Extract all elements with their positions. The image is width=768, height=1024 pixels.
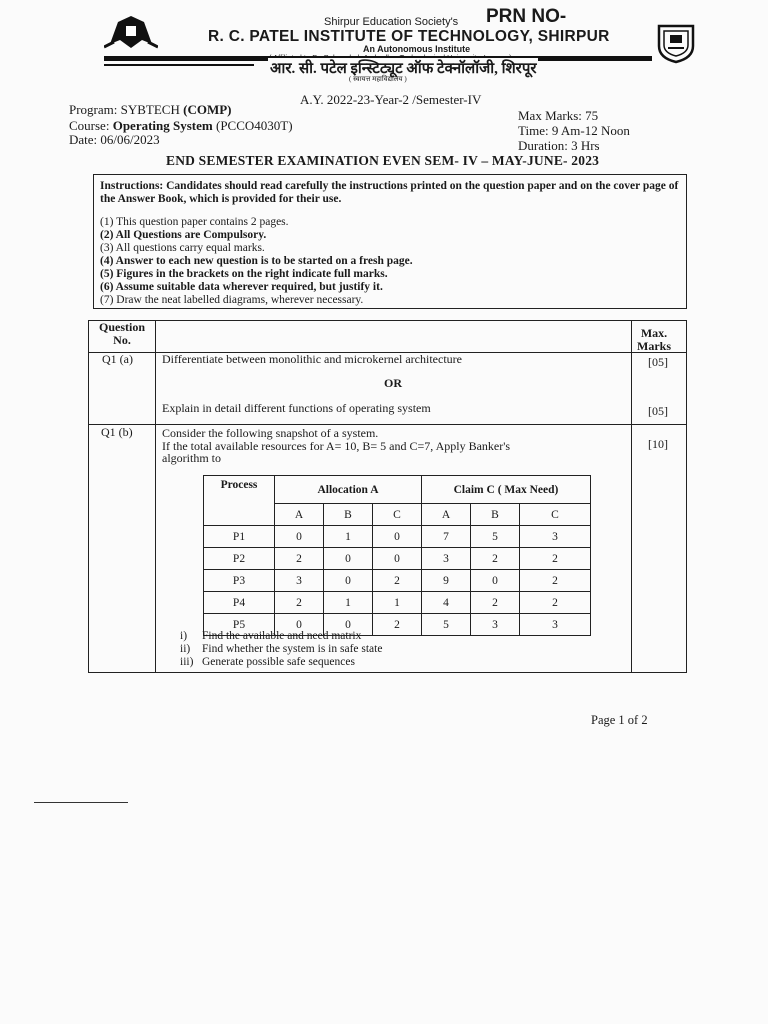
header-allocation: Allocation A: [275, 476, 422, 504]
table-divider: [631, 320, 632, 673]
institute-hindi-sub: ( स्वायत्त महाविद्यालय ): [349, 75, 407, 83]
value-cell: 2: [471, 592, 520, 614]
value-cell: 3: [422, 548, 471, 570]
instruction-item: (4) Answer to each new question is to be started on a fresh page.: [100, 255, 413, 267]
value-cell: 2: [275, 548, 324, 570]
value-cell: 0: [373, 526, 422, 548]
instruction-item: (3) All questions carry equal marks.: [100, 242, 265, 254]
footer-rule: [34, 802, 128, 803]
value-cell: 0: [275, 526, 324, 548]
subpart-item: i) Find the available and need matrix: [180, 630, 362, 642]
table-row: [204, 526, 591, 548]
value-cell: 5: [422, 614, 471, 636]
value-cell: 3: [520, 614, 591, 636]
question-number: Q1 (a): [102, 352, 133, 366]
society-logo: [104, 14, 158, 50]
academic-year: A.Y. 2022-23-Year-2 /Semester-IV: [300, 92, 482, 107]
sub-header: B: [324, 504, 373, 526]
institute-logo: [655, 22, 697, 64]
value-cell: 2: [520, 548, 591, 570]
value-cell: 0: [324, 548, 373, 570]
process-cell: P1: [204, 526, 275, 548]
course-line: Course: Operating System (PCCO4030T): [69, 118, 293, 133]
question-text: Consider the following snapshot of a system.: [162, 426, 379, 440]
value-cell: 0: [324, 614, 373, 636]
value-cell: 1: [324, 592, 373, 614]
instruction-item: (6) Assume suitable data wherever required, but justify it.: [100, 281, 383, 293]
value-cell: 4: [422, 592, 471, 614]
value-cell: 3: [275, 570, 324, 592]
question-number: Q1 (b): [101, 425, 133, 439]
value-cell: 0: [471, 570, 520, 592]
exam-time: Time: 9 Am-12 Noon: [518, 123, 630, 138]
header-process: Process: [204, 476, 275, 526]
max-marks: Max Marks: 75: [518, 108, 599, 123]
subpart-list: [180, 630, 382, 669]
instruction-item: (5) Figures in the brackets on the right indicate full marks.: [100, 268, 388, 280]
page-number: Page 1 of 2: [591, 713, 648, 727]
value-cell: 1: [324, 526, 373, 548]
col-header-question: Question No.: [98, 320, 145, 347]
process-cell: P5: [204, 614, 275, 636]
value-cell: 0: [324, 570, 373, 592]
header-claim: Claim C ( Max Need): [422, 476, 591, 504]
subpart-item: iii) Generate possible safe sequences: [180, 656, 355, 668]
process-cell: P3: [204, 570, 275, 592]
exam-duration: Duration: 3 Hrs: [518, 138, 600, 153]
question-text: Differentiate between monolithic and microkernel architecture: [162, 352, 462, 366]
table-divider: [155, 320, 156, 673]
value-cell: 2: [520, 592, 591, 614]
value-cell: 2: [373, 614, 422, 636]
process-cell: P2: [204, 548, 275, 570]
question-marks: [05]: [648, 355, 668, 369]
sub-header: A: [422, 504, 471, 526]
autonomous-label: An Autonomous Institute: [363, 44, 471, 54]
value-cell: 3: [520, 526, 591, 548]
prn-label: PRN NO-: [486, 6, 567, 27]
value-cell: 7: [422, 526, 471, 548]
process-cell: P4: [204, 592, 275, 614]
or-separator: OR: [384, 376, 402, 390]
value-cell: 0: [275, 614, 324, 636]
instruction-item: (1) This question paper contains 2 pages.: [100, 216, 289, 228]
value-cell: 9: [422, 570, 471, 592]
sub-header: C: [520, 504, 591, 526]
question-text: Explain in detail different functions of operating system: [162, 401, 431, 415]
value-cell: 2: [520, 570, 591, 592]
col-header-marks: Max. Marks: [637, 326, 671, 353]
table-row: [204, 592, 591, 614]
value-cell: 1: [373, 592, 422, 614]
instruction-item: (2) All Questions are Compulsory.: [100, 229, 267, 241]
program-line: Program: SYBTECH (COMP): [69, 102, 232, 117]
question-marks: [10]: [648, 437, 668, 451]
value-cell: 2: [373, 570, 422, 592]
value-cell: 2: [275, 592, 324, 614]
bankers-table: [203, 475, 591, 636]
question-marks: [05]: [648, 404, 668, 418]
instruction-item: (7) Draw the neat labelled diagrams, wherever necessary.: [100, 294, 364, 306]
value-cell: 2: [471, 548, 520, 570]
subpart-item: ii) Find whether the system is in safe state: [180, 643, 383, 655]
table-row: [204, 548, 591, 570]
instructions: [100, 180, 682, 307]
value-cell: 5: [471, 526, 520, 548]
sub-header: B: [471, 504, 520, 526]
value-cell: 0: [373, 548, 422, 570]
institute-name: R. C. PATEL INSTITUTE OF TECHNOLOGY, SHIRPUR: [208, 28, 610, 45]
table-row: [204, 570, 591, 592]
question-text: algorithm to: [162, 451, 221, 465]
sub-header: C: [373, 504, 422, 526]
header-rule-thin: [104, 64, 254, 66]
question-text: If the total available resources for A= 10, B= 5 and C=7, Apply Banker's: [162, 439, 511, 453]
institute-name-hindi: आर. सी. पटेल इन्स्टिट्यूट ऑफ टेक्नॉलॉजी, शिरपूर: [268, 58, 538, 78]
exam-title: END SEMESTER EXAMINATION EVEN SEM- IV – MAY-JUNE- 2023: [166, 153, 600, 168]
sub-header: A: [275, 504, 324, 526]
society-name: Shirpur Education Society's: [324, 16, 459, 28]
exam-date: Date: 06/06/2023: [69, 132, 160, 147]
value-cell: 3: [471, 614, 520, 636]
instructions-heading: Instructions: Candidates should read carefully the instructions printed on the question paper and on the cover page of the Answer Book, which is provided for their use.: [100, 180, 679, 205]
